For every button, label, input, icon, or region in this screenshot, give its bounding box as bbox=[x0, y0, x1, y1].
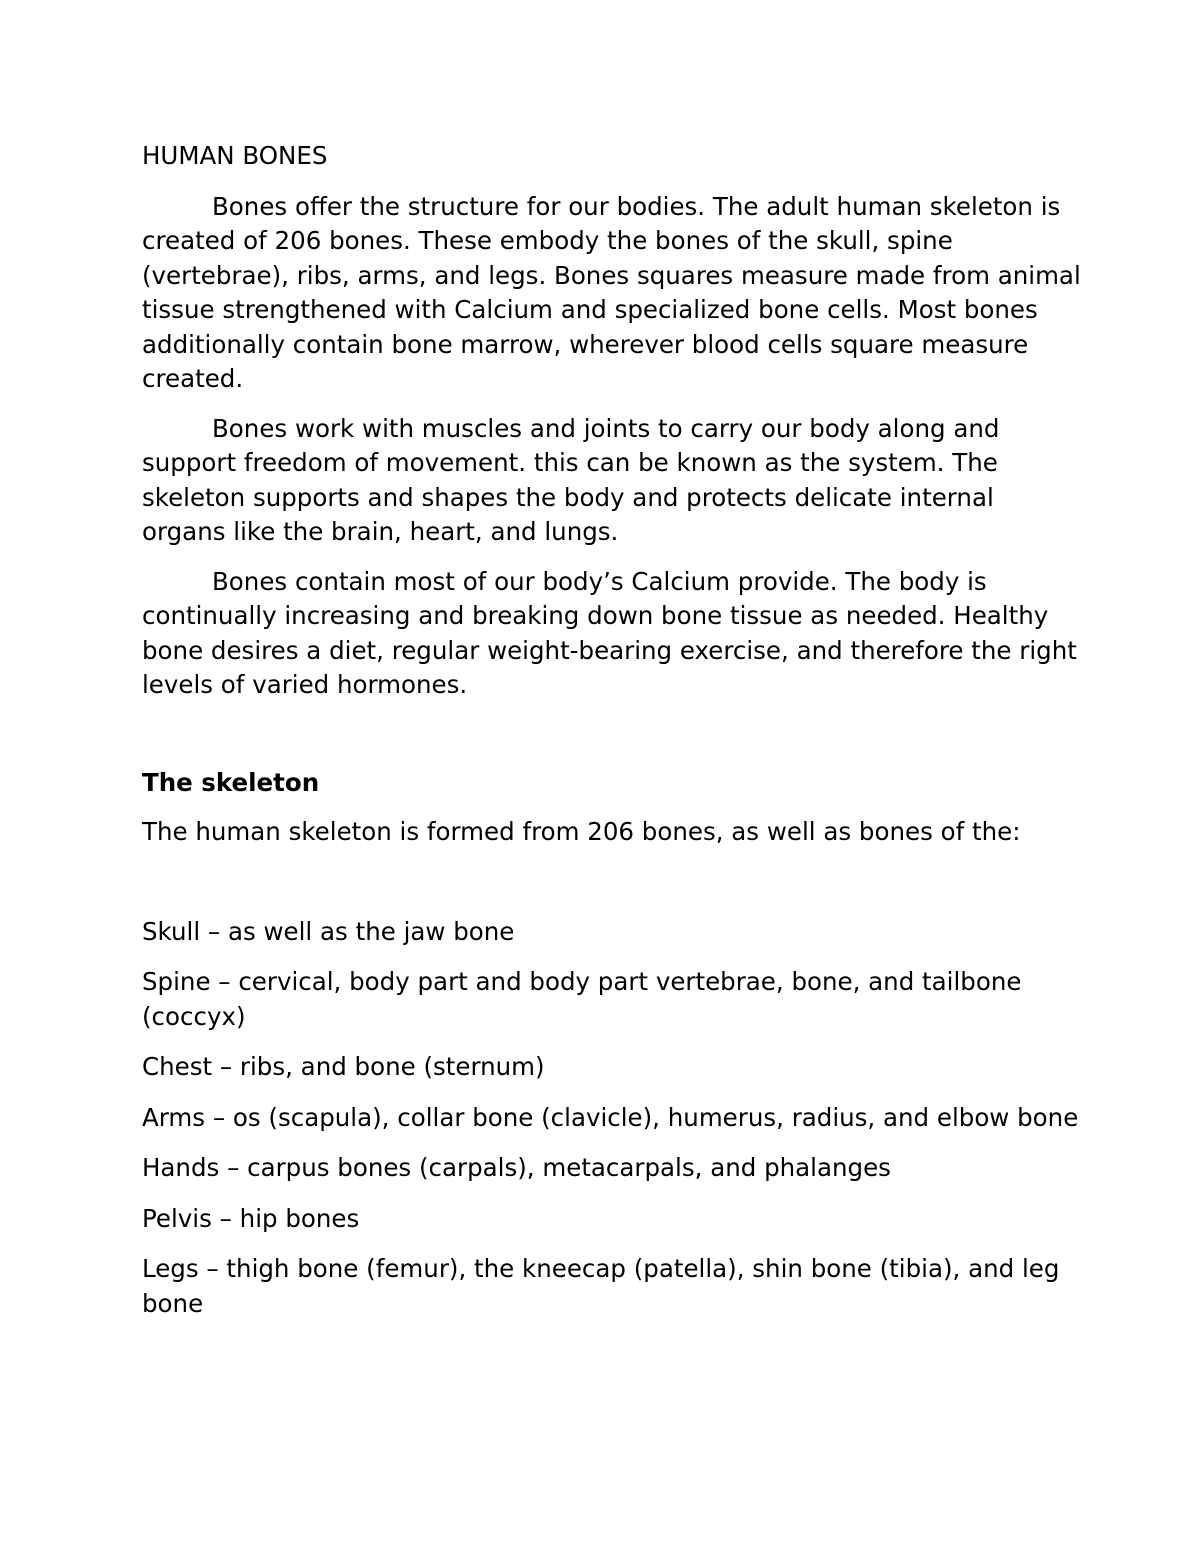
list-item-arms: Arms – os (scapula), collar bone (clavicle), humerus, radius, and elbow bone bbox=[142, 1102, 1079, 1132]
list-item-chest: Chest – ribs, and bone (sternum) bbox=[142, 1052, 545, 1081]
paragraph-structure: Bones offer the structure for our bodies. The adult human skeleton is created of 206 bones. These embody the bones of the skull, spine (vertebrae), ribs, arms, and legs. Bones squares measure made from animal tissue strengthened with Calcium and specialized bone cells. Most bones additionally contain bone marrow, wherever blood cells square measure created. bbox=[142, 191, 1081, 393]
section-heading: The skeleton bbox=[142, 767, 320, 797]
document-page bbox=[142, 139, 1082, 1337]
list-item-hands: Hands – carpus bones (carpals), metacarpals, and phalanges bbox=[142, 1153, 891, 1182]
list-item-spine: Spine – cervical, body part and body part vertebrae, bone, and tailbone (coccyx) bbox=[142, 967, 1022, 1031]
section-spacer bbox=[142, 718, 1082, 766]
list-item-legs: Legs – thigh bone (femur), the kneecap (patella), shin bone (tibia), and leg bone bbox=[142, 1254, 1060, 1318]
list-item-skull: Skull – as well as the jaw bone bbox=[142, 916, 515, 946]
document-title: HUMAN BONES bbox=[142, 141, 328, 170]
section-intro: The human skeleton is formed from 206 bones, as well as bones of the: bbox=[142, 817, 1021, 846]
paragraph-movement: Bones work with muscles and joints to carry our body along and support freedom of movement. this can be known as the system. The skeleton supports and shapes the body and protects delicate internal organs like the brain, heart, and lungs. bbox=[142, 413, 1000, 546]
list-item-pelvis: Pelvis – hip bones bbox=[142, 1203, 360, 1233]
paragraph-calcium: Bones contain most of our body’s Calcium provide. The body is continually increasing and breaking down bone tissue as needed. Healthy bone desires a diet, regular weight-bearing exercise, and therefore the right levels of varied hormones. bbox=[142, 566, 1077, 699]
bone-list bbox=[142, 915, 1082, 1322]
